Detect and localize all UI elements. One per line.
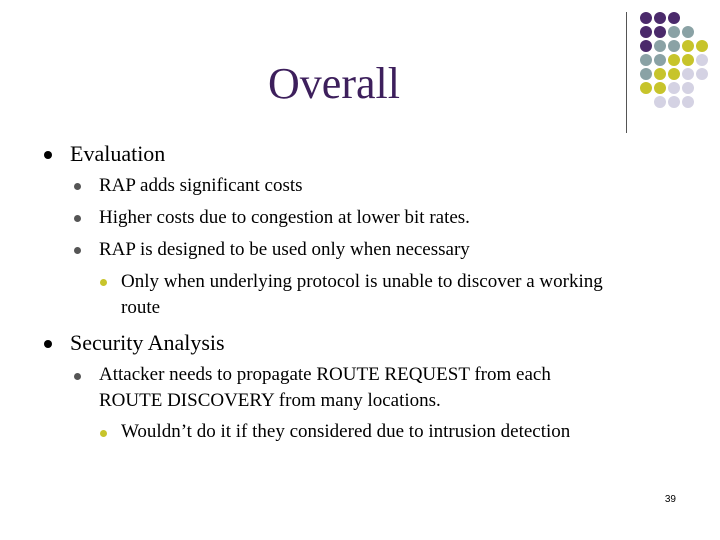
decorative-dot xyxy=(682,40,694,52)
decorative-dot xyxy=(696,68,708,80)
decorative-dot xyxy=(682,96,694,108)
page-number: 39 xyxy=(664,494,676,505)
decorative-dot xyxy=(682,26,694,38)
list-item: Attacker needs to propagate ROUTE REQUEST from each xyxy=(99,364,551,385)
decorative-dot xyxy=(668,82,680,94)
bullet-icon xyxy=(44,340,52,348)
list-item: RAP adds significant costs xyxy=(99,175,303,196)
decorative-dot xyxy=(668,12,680,24)
decorative-dot xyxy=(654,40,666,52)
bullet-icon xyxy=(100,430,107,437)
sub-list-item-continuation: route xyxy=(121,297,161,318)
decorative-dot xyxy=(640,12,652,24)
decorative-dot xyxy=(696,40,708,52)
decorative-dot xyxy=(668,96,680,108)
bullet-icon xyxy=(74,183,81,190)
slide-title: Overall xyxy=(268,59,400,108)
list-item-continuation: ROUTE DISCOVERY from many locations. xyxy=(99,390,441,411)
decorative-dot xyxy=(696,54,708,66)
bullet-icon xyxy=(44,151,52,159)
decorative-dot xyxy=(654,26,666,38)
decorative-dot xyxy=(668,26,680,38)
decorative-dot xyxy=(682,54,694,66)
sub-list-item: Only when underlying protocol is unable to discover a working xyxy=(121,271,603,292)
bullet-icon xyxy=(100,279,107,286)
bullet-icon xyxy=(74,373,81,380)
decorative-dot xyxy=(682,82,694,94)
decorative-dot xyxy=(668,54,680,66)
decorative-dot xyxy=(640,40,652,52)
sub-list-item: Wouldn’t do it if they considered due to intrusion detection xyxy=(121,421,571,442)
decorative-dot xyxy=(654,12,666,24)
decorative-dot xyxy=(668,40,680,52)
decorative-dot xyxy=(640,26,652,38)
section-heading-security-analysis: Security Analysis xyxy=(70,330,225,355)
decorative-dot xyxy=(668,68,680,80)
bullet-icon xyxy=(74,215,81,222)
list-item: Higher costs due to congestion at lower bit rates. xyxy=(99,207,470,228)
section-heading-evaluation: Evaluation xyxy=(70,141,166,166)
list-item: RAP is designed to be used only when necessary xyxy=(99,239,470,260)
bullet-icon xyxy=(74,247,81,254)
decorative-dot xyxy=(682,68,694,80)
